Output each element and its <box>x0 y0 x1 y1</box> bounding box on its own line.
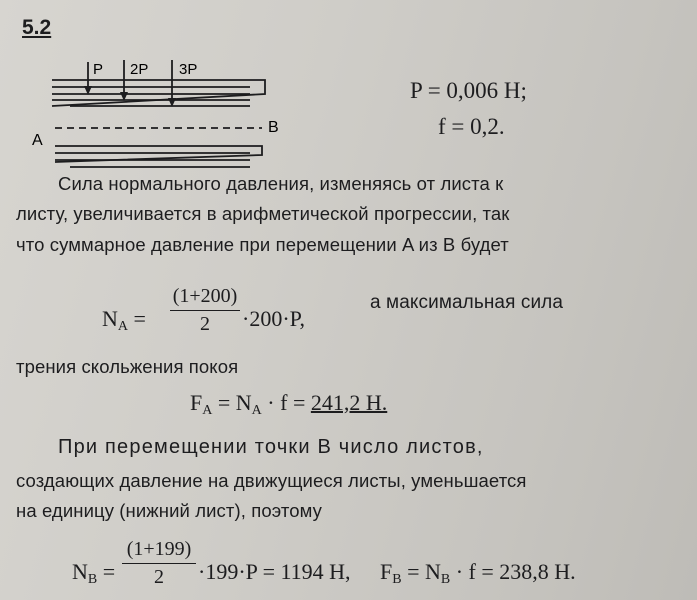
problem-number: 5.2 <box>22 16 52 39</box>
formula-na-fraction <box>170 285 240 336</box>
formula-nb-denominator: 2 <box>154 566 164 588</box>
force-label-2p: 2P <box>130 61 149 78</box>
force-label-3p: 3P <box>179 61 198 78</box>
note-max-force: а максимальная сила <box>370 292 564 313</box>
formula-nb-numerator: (1+199) <box>122 538 196 564</box>
paragraph1-line2: листу, увеличивается в арифметической прогрессии, так <box>16 203 510 224</box>
given-f: f = 0,2. <box>438 114 505 139</box>
formula-na-denominator: 2 <box>200 313 210 335</box>
formula-fa: $F_A = N_A \cdot f = 241,2$ Н. <box>190 390 388 418</box>
point-b-label: B <box>268 119 279 136</box>
paragraph2-line1: При перемещении точки B число листов, <box>58 436 484 458</box>
sheets-figure <box>0 50 300 180</box>
given-p: P = 0,006 Н; <box>410 78 527 103</box>
formula-na-numerator: (1+200) <box>170 285 240 311</box>
friction-line: трения скольжения покоя <box>16 356 239 377</box>
paragraph1-line3: что суммарное давление при перемещении A из B будет <box>16 234 509 255</box>
paragraph2-line2: создающих давление на движущиеся листы, уменьшается <box>16 470 527 491</box>
sheet-top-outline <box>52 80 265 106</box>
point-a-label: A <box>32 132 43 149</box>
formula-na-rest: ·200·P, <box>242 306 305 331</box>
formula-nb-rest: ·199·P = 1194 Н, <box>198 559 351 584</box>
formula-fb: $F_B = N_B \cdot f = 238,8$ Н. <box>380 559 576 587</box>
force-label-p: P <box>93 61 104 78</box>
paragraph1-line1: Сила нормального давления, изменяясь от листа к <box>58 173 504 194</box>
paragraph2-line3: на единицу (нижний лист), поэтому <box>16 500 322 521</box>
formula-nb-fraction <box>122 538 196 589</box>
formula-na-lhs: $N_A$ = <box>102 306 146 334</box>
formula-nb-lhs: $N_B$ = <box>72 559 116 587</box>
formula-fa-result: 241,2 Н. <box>310 390 388 415</box>
